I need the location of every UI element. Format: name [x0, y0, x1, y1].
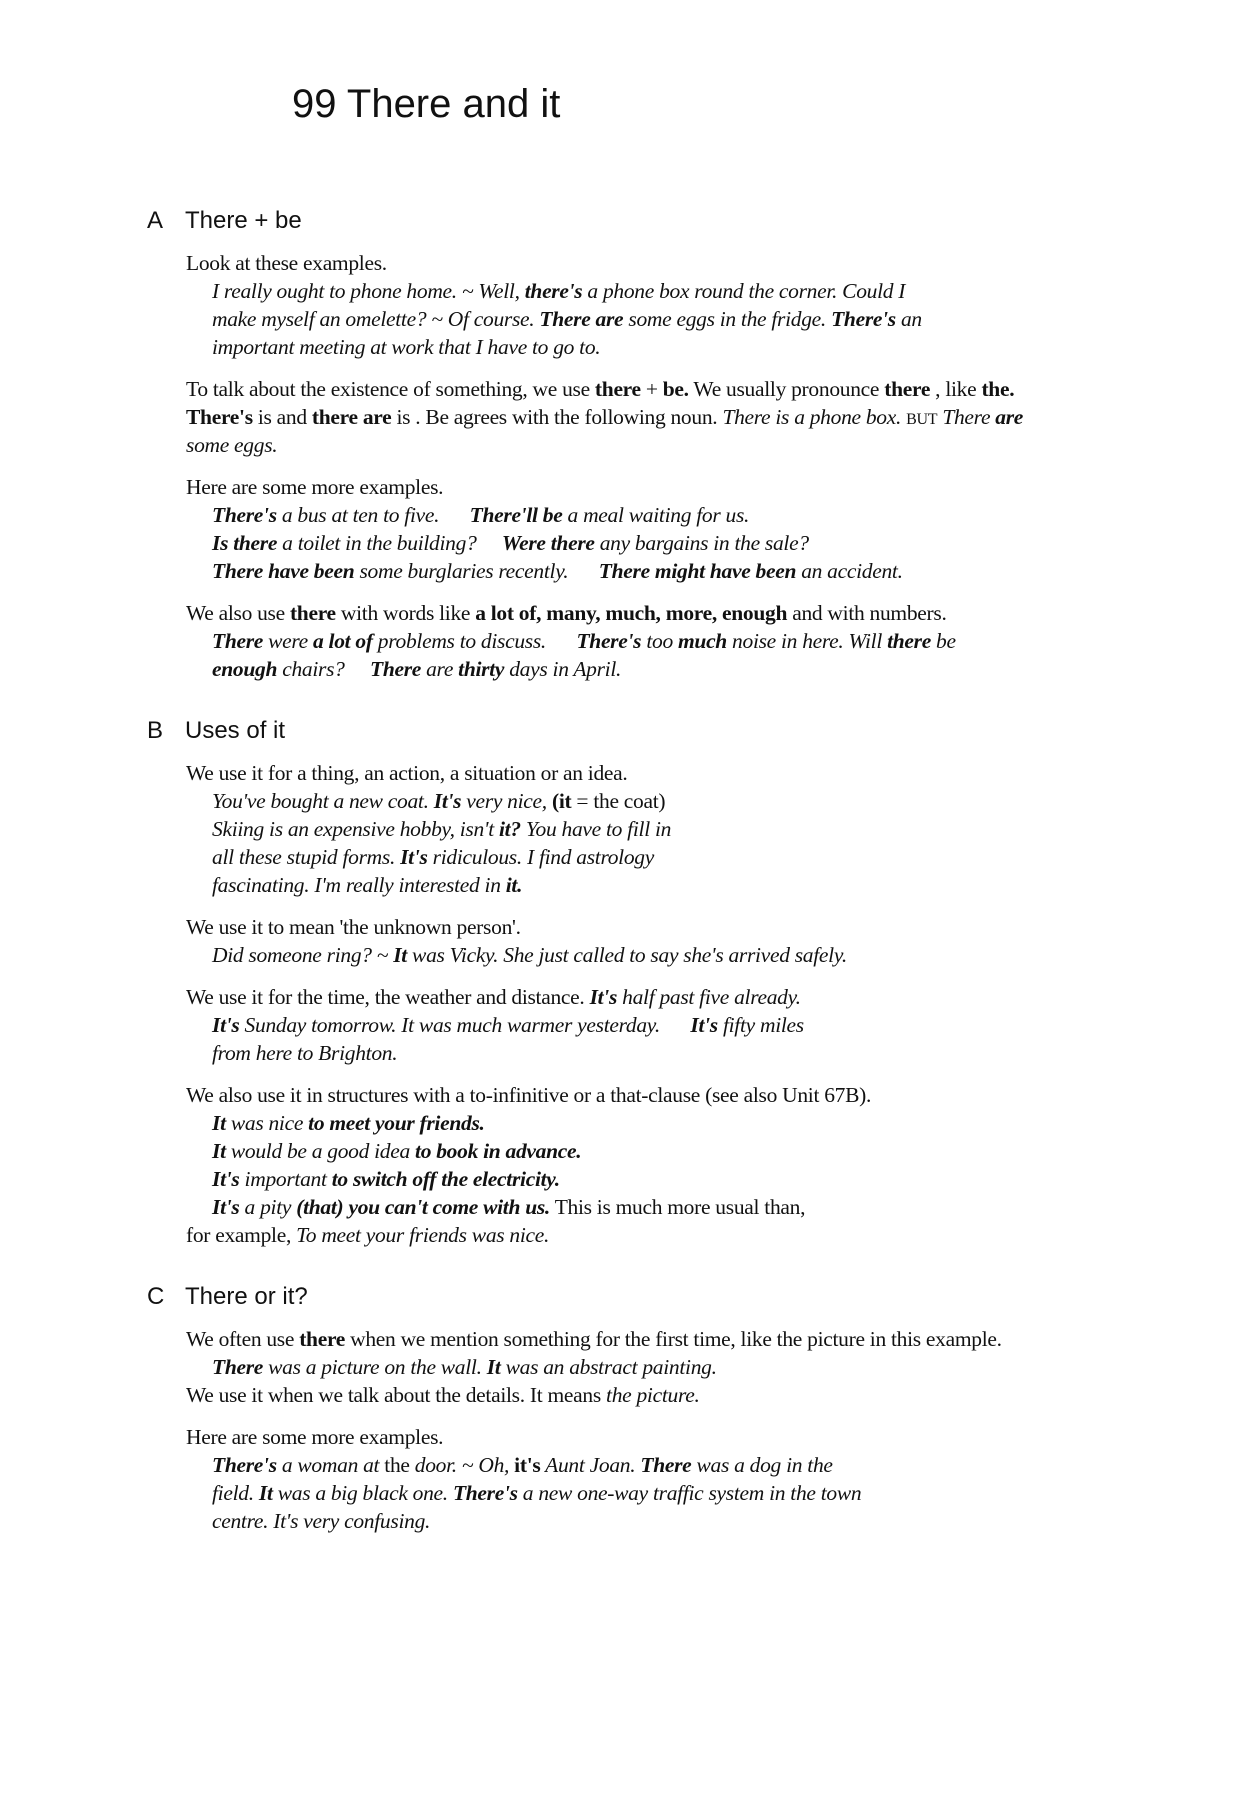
example-line	[0, 501, 1260, 529]
text-line	[0, 599, 1260, 627]
text-run: is and	[252, 405, 312, 429]
example-line	[0, 1011, 1260, 1039]
paragraph-block	[0, 599, 1260, 683]
emphasis-run: much	[677, 629, 727, 653]
emphasis-run: it's	[514, 1453, 541, 1477]
text-line	[0, 1325, 1260, 1353]
emphasis-run: There'll be	[469, 503, 563, 527]
example-line	[0, 1137, 1260, 1165]
text-run: would be a good idea	[225, 1139, 416, 1163]
text-run: the	[384, 1453, 410, 1477]
section-letter: C	[147, 1283, 165, 1310]
emphasis-run: There's	[186, 405, 253, 429]
emphasis-run: It's	[212, 1013, 240, 1037]
emphasis-run: It's	[212, 1195, 240, 1219]
emphasis-run: there	[884, 377, 931, 401]
text-run: days in April.	[504, 657, 622, 681]
text-run: Sunday tomorrow. It was much warmer yesterday.	[239, 1013, 691, 1037]
emphasis-run: there	[289, 601, 336, 625]
text-run: a toilet in the building?	[277, 531, 502, 555]
text-run: We use it for the time, the weather and distance.	[186, 985, 590, 1009]
emphasis-run: be.	[662, 377, 689, 401]
emphasis-run: It's	[589, 985, 618, 1009]
text-run: an accident.	[796, 559, 903, 583]
emphasis-run: It	[486, 1355, 501, 1379]
paragraph-block	[0, 759, 1260, 899]
section-heading	[0, 207, 1260, 235]
emphasis-run: There's	[212, 1453, 277, 1477]
example-line	[0, 333, 1260, 361]
text-run: is . Be agrees with the following noun.	[391, 405, 723, 429]
paragraph-block	[0, 375, 1260, 459]
emphasis-run: enough	[212, 657, 278, 681]
text-run: We use it when we talk about the details. It means	[186, 1383, 607, 1407]
example-line	[0, 557, 1260, 585]
section-letter: A	[147, 207, 164, 234]
text-run: We also use it in structures with a to-infinitive or a that-clause (see also Unit 67B).	[186, 1083, 872, 1107]
text-run: Aunt Joan.	[540, 1453, 641, 1477]
text-run: some eggs in the fridge.	[623, 307, 832, 331]
example-line	[0, 1353, 1260, 1381]
emphasis-run: It	[258, 1481, 273, 1505]
text-run: ridiculous. I find astrology	[427, 845, 654, 869]
text-run: and with numbers.	[787, 601, 947, 625]
text-run: too	[641, 629, 678, 653]
example-line	[0, 1039, 1260, 1067]
text-run: , like	[930, 377, 982, 401]
emphasis-run: There have been	[212, 559, 355, 583]
emphasis-run: It's	[433, 789, 462, 813]
emphasis-run: thirty	[458, 657, 505, 681]
emphasis-run: It's	[400, 845, 428, 869]
text-run: = the coat)	[571, 789, 666, 813]
paragraph-block	[0, 473, 1260, 585]
emphasis-run: a lot of	[313, 629, 373, 653]
text-run: a bus at ten to five.	[276, 503, 470, 527]
text-run: important meeting at work that I have to go to.	[212, 335, 601, 359]
example-line	[0, 627, 1260, 655]
text-line	[0, 473, 1260, 501]
emphasis-run: (it	[551, 789, 572, 813]
text-run: We usually pronounce	[688, 377, 885, 401]
text-run: There is a phone box.	[722, 405, 902, 429]
emphasis-run: are	[995, 405, 1024, 429]
text-run: Here are some more examples.	[186, 1425, 444, 1449]
paragraph-block	[0, 1325, 1260, 1409]
emphasis-run: There's	[452, 1481, 518, 1505]
text-run: was a big black one.	[272, 1481, 453, 1505]
text-run: make myself an omelette? ~ Of course.	[212, 307, 540, 331]
text-run: You have to fill in	[520, 817, 672, 841]
text-run: a new one-way traffic system in the town	[517, 1481, 862, 1505]
text-run: with words like	[335, 601, 476, 625]
emphasis-run: There's	[576, 629, 642, 653]
text-run: field.	[212, 1481, 259, 1505]
unit-content	[0, 193, 1260, 1535]
text-run: an	[895, 307, 922, 331]
emphasis-run: Is there	[212, 531, 278, 555]
text-line	[0, 403, 1260, 431]
example-line	[0, 277, 1260, 305]
section-b	[0, 717, 1260, 1249]
example-line	[0, 787, 1260, 815]
example-line	[0, 815, 1260, 843]
text-run: We also use	[186, 601, 290, 625]
paragraph-block	[0, 249, 1260, 361]
text-run: fifty miles	[717, 1013, 804, 1037]
text-run: from here to Brighton.	[212, 1041, 398, 1065]
text-run: some eggs.	[186, 433, 278, 457]
text-run: Did someone ring? ~	[212, 943, 394, 967]
example-line	[0, 871, 1260, 899]
example-line	[0, 1109, 1260, 1137]
emphasis-run: There's	[831, 307, 896, 331]
emphasis-run: to meet your friends.	[308, 1111, 485, 1135]
emphasis-run: the.	[981, 377, 1015, 401]
text-line	[0, 1221, 1260, 1249]
text-run: You've bought a new coat.	[212, 789, 434, 813]
text-run: We often use	[186, 1327, 300, 1351]
example-line	[0, 1193, 1260, 1221]
text-line	[0, 913, 1260, 941]
text-run: a phone box round the corner. Could I	[582, 279, 906, 303]
emphasis-run: a lot of, many, much, more, enough	[475, 601, 788, 625]
emphasis-run: There might have been	[598, 559, 797, 583]
emphasis-run: there's	[524, 279, 583, 303]
text-line	[0, 431, 1260, 459]
text-run: the picture.	[606, 1383, 700, 1407]
emphasis-run: It's	[690, 1013, 718, 1037]
example-line	[0, 843, 1260, 871]
text-run: half past five already.	[617, 985, 801, 1009]
section-title: There or it?	[185, 1283, 308, 1310]
text-run: We use it for a thing, an action, a situation or an idea.	[186, 761, 628, 785]
emphasis-run: it?	[498, 817, 521, 841]
text-run: door. ~ Oh,	[409, 1453, 515, 1477]
text-run: This is much more usual than,	[550, 1195, 806, 1219]
emphasis-run: it.	[505, 873, 523, 897]
text-run: There	[937, 405, 996, 429]
text-line	[0, 249, 1260, 277]
text-run: was a dog in the	[691, 1453, 833, 1477]
text-line	[0, 1423, 1260, 1451]
text-run: chairs?	[277, 657, 370, 681]
text-run: for example,	[186, 1223, 297, 1247]
emphasis-run: there	[594, 377, 641, 401]
text-run: be	[930, 629, 956, 653]
emphasis-run: It	[212, 1111, 226, 1135]
emphasis-run: there	[887, 629, 931, 653]
paragraph-block	[0, 913, 1260, 969]
section-c	[0, 1283, 1260, 1535]
text-line	[0, 983, 1260, 1011]
text-line	[0, 375, 1260, 403]
text-run: was nice	[225, 1111, 309, 1135]
example-line	[0, 655, 1260, 683]
text-run: We use it to mean 'the unknown person'.	[186, 915, 521, 939]
example-line	[0, 529, 1260, 557]
emphasis-run: It	[212, 1139, 226, 1163]
section-heading	[0, 1283, 1260, 1311]
page-title: 99 There and it	[292, 82, 561, 126]
text-run: a woman at	[276, 1453, 385, 1477]
text-run: were	[263, 629, 313, 653]
section-heading	[0, 717, 1260, 745]
emphasis-run: (that) you can't come with us.	[296, 1195, 551, 1219]
section-title: Uses of it	[185, 717, 286, 744]
example-line	[0, 305, 1260, 333]
text-run: centre. It's very confusing.	[212, 1509, 431, 1533]
example-line	[0, 1165, 1260, 1193]
emphasis-run: It	[393, 943, 407, 967]
text-run: noise in here. Will	[726, 629, 888, 653]
paragraph-block	[0, 1081, 1260, 1249]
text-run: fascinating. I'm really interested in	[212, 873, 506, 897]
text-run: some burglaries recently.	[354, 559, 599, 583]
text-run: +	[640, 377, 663, 401]
text-run: was Vicky. She just called to say she's arrived safely.	[406, 943, 847, 967]
emphasis-run: there	[299, 1327, 346, 1351]
text-run: To meet your friends was nice.	[296, 1223, 550, 1247]
text-run: any bargains in the sale?	[594, 531, 809, 555]
paragraph-block	[0, 1423, 1260, 1535]
text-run: important	[239, 1167, 332, 1191]
text-run: Look at these examples.	[186, 251, 387, 275]
emphasis-run: There are	[539, 307, 624, 331]
emphasis-run: There	[212, 629, 264, 653]
emphasis-run: to book in advance.	[415, 1139, 582, 1163]
text-run: when we mention something for the first time, like the picture in this example.	[345, 1327, 1002, 1351]
section-title: There + be	[185, 207, 302, 234]
section-letter: B	[147, 717, 164, 744]
text-line	[0, 1081, 1260, 1109]
text-run: all these stupid forms.	[212, 845, 401, 869]
text-run: a meal waiting for us.	[562, 503, 750, 527]
emphasis-run: There	[640, 1453, 692, 1477]
text-run: a pity	[239, 1195, 297, 1219]
text-run: To talk about the existence of something, we use	[186, 377, 595, 401]
example-line	[0, 1507, 1260, 1535]
section-a	[0, 207, 1260, 683]
text-run: are	[421, 657, 459, 681]
emphasis-run: to switch off the electricity.	[331, 1167, 560, 1191]
emphasis-run: There's	[212, 503, 277, 527]
emphasis-run: Were there	[501, 531, 595, 555]
emphasis-run: there are	[311, 405, 392, 429]
text-line	[0, 1381, 1260, 1409]
paragraph-block	[0, 983, 1260, 1067]
emphasis-run: There	[369, 657, 422, 681]
text-run: Here are some more examples.	[186, 475, 444, 499]
text-run: very nice,	[461, 789, 552, 813]
text-run: I really ought to phone home. ~ Well,	[212, 279, 525, 303]
text-run: was an abstract painting.	[500, 1355, 717, 1379]
text-run: Skiing is an expensive hobby, isn't	[212, 817, 499, 841]
example-line	[0, 941, 1260, 969]
example-line	[0, 1451, 1260, 1479]
text-run: was a picture on the wall.	[263, 1355, 487, 1379]
text-line	[0, 759, 1260, 787]
text-run: BUT	[906, 411, 938, 428]
example-line	[0, 1479, 1260, 1507]
emphasis-run: There	[212, 1355, 264, 1379]
text-run: problems to discuss.	[372, 629, 577, 653]
emphasis-run: It's	[212, 1167, 240, 1191]
